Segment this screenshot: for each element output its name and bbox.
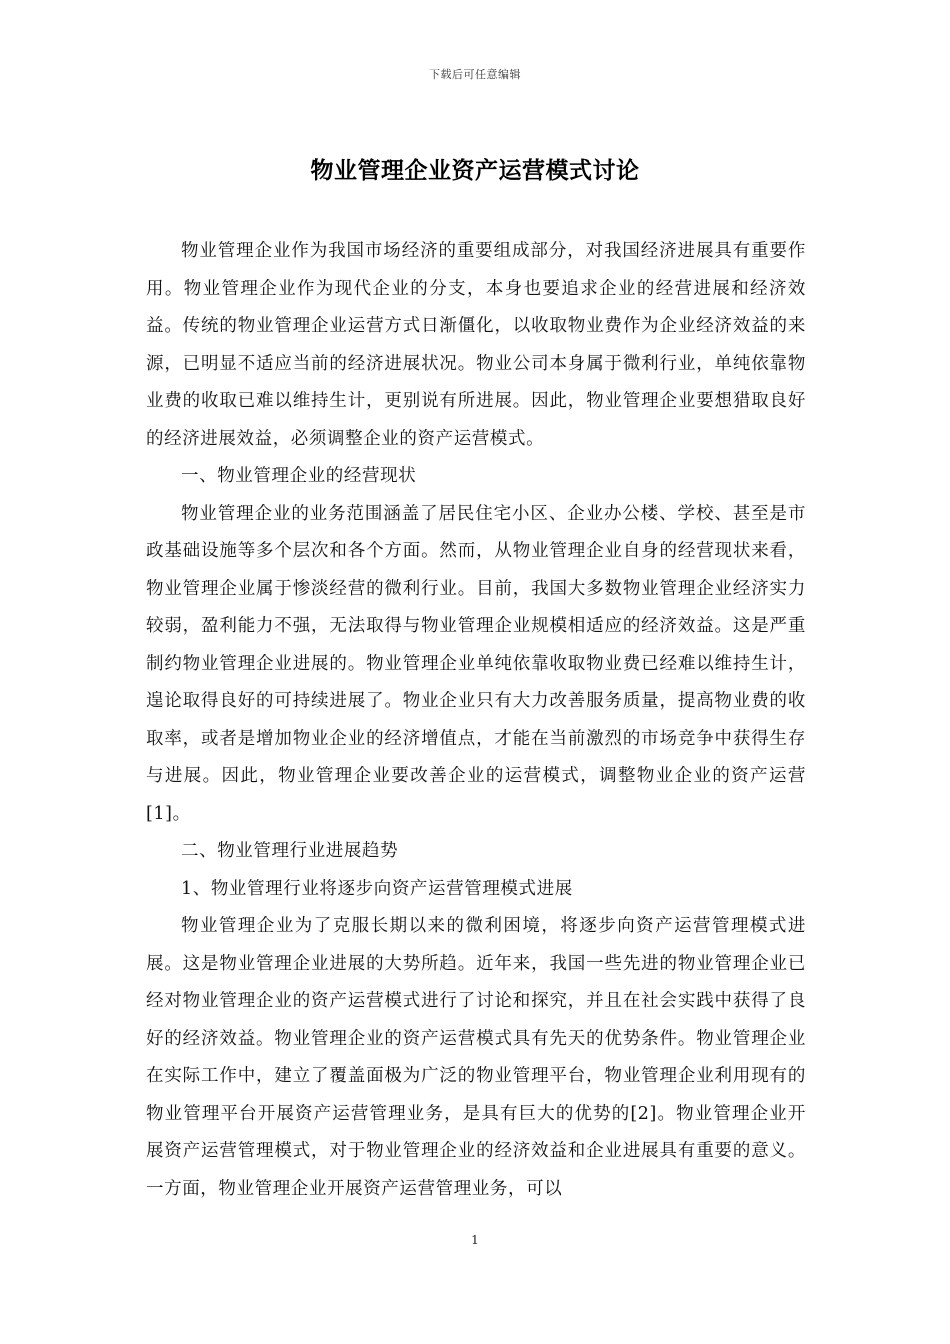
paragraph-trend: 物业管理企业为了克服长期以来的微利困境，将逐步向资产运营管理模式进展。这是物业管理企业进展的大势所趋。近年来，我国一些先进的物业管理企业已经对物业管理企业的资产运营模式进行了讨论和探究，并且在社会实践中获得了良好的经济效益。物业管理企业的资产运营模式具有先天的优势条件。物业管理企业在实际工作中，建立了覆盖面极为广泛的物业管理平台，物业管理企业利用现有的物业管理平台开展资产运营管理业务，是具有巨大的优势的[2]。物业管理企业开展资产运营管理模式，对于物业管理企业的经济效益和企业进展具有重要的意义。一方面，物业管理企业开展资产运营管理业务，可以 [146,916,806,1199]
document-title: 物业管理企业资产运营模式讨论 [310,157,640,184]
document-body [146,233,806,1208]
subsection-heading-1: 1、物业管理行业将逐步向资产运营管理模式进展 [181,878,573,899]
section-heading-2: 二、物业管理行业进展趋势 [181,841,399,861]
paragraph-intro: 物业管理企业作为我国市场经济的重要组成部分，对我国经济进展具有重要作用。物业管理企业作为现代企业的分支，本身也要追求企业的经营进展和经济效益。传统的物业管理企业运营方式日渐僵化，以收取物业费作为企业经济效益的来源，已明显不适应当前的经济进展状况。物业公司本身属于微利行业，单纯依靠物业费的收取已难以维持生计，更别说有所进展。因此，物业管理企业要想猎取良好的经济进展效益，必须调整企业的资产运营模式。 [146,241,806,449]
header-note: 下载后可任意编辑 [429,68,521,81]
page-number: 1 [471,1233,479,1247]
section-heading-1: 一、物业管理企业的经营现状 [181,466,417,486]
paragraph-current-status: 物业管理企业的业务范围涵盖了居民住宅小区、企业办公楼、学校、甚至是市政基础设施等多个层次和各个方面。然而，从物业管理企业自身的经营现状来看，物业管理企业属于惨淡经营的微利行业。目前，我国大多数物业管理企业经济实力较弱，盈利能力不强，无法取得与物业管理企业规模相适应的经济效益。这是严重制约物业管理企业进展的。物业管理企业单纯依靠收取物业费已经难以维持生计，遑论取得良好的可持续进展了。物业企业只有大力改善服务质量，提高物业费的收取率，或者是增加物业企业的经济增值点，才能在当前激烈的市场竞争中获得生存与进展。因此，物业管理企业要改善企业的运营模式，调整物业企业的资产运营[1]。 [146,503,806,824]
